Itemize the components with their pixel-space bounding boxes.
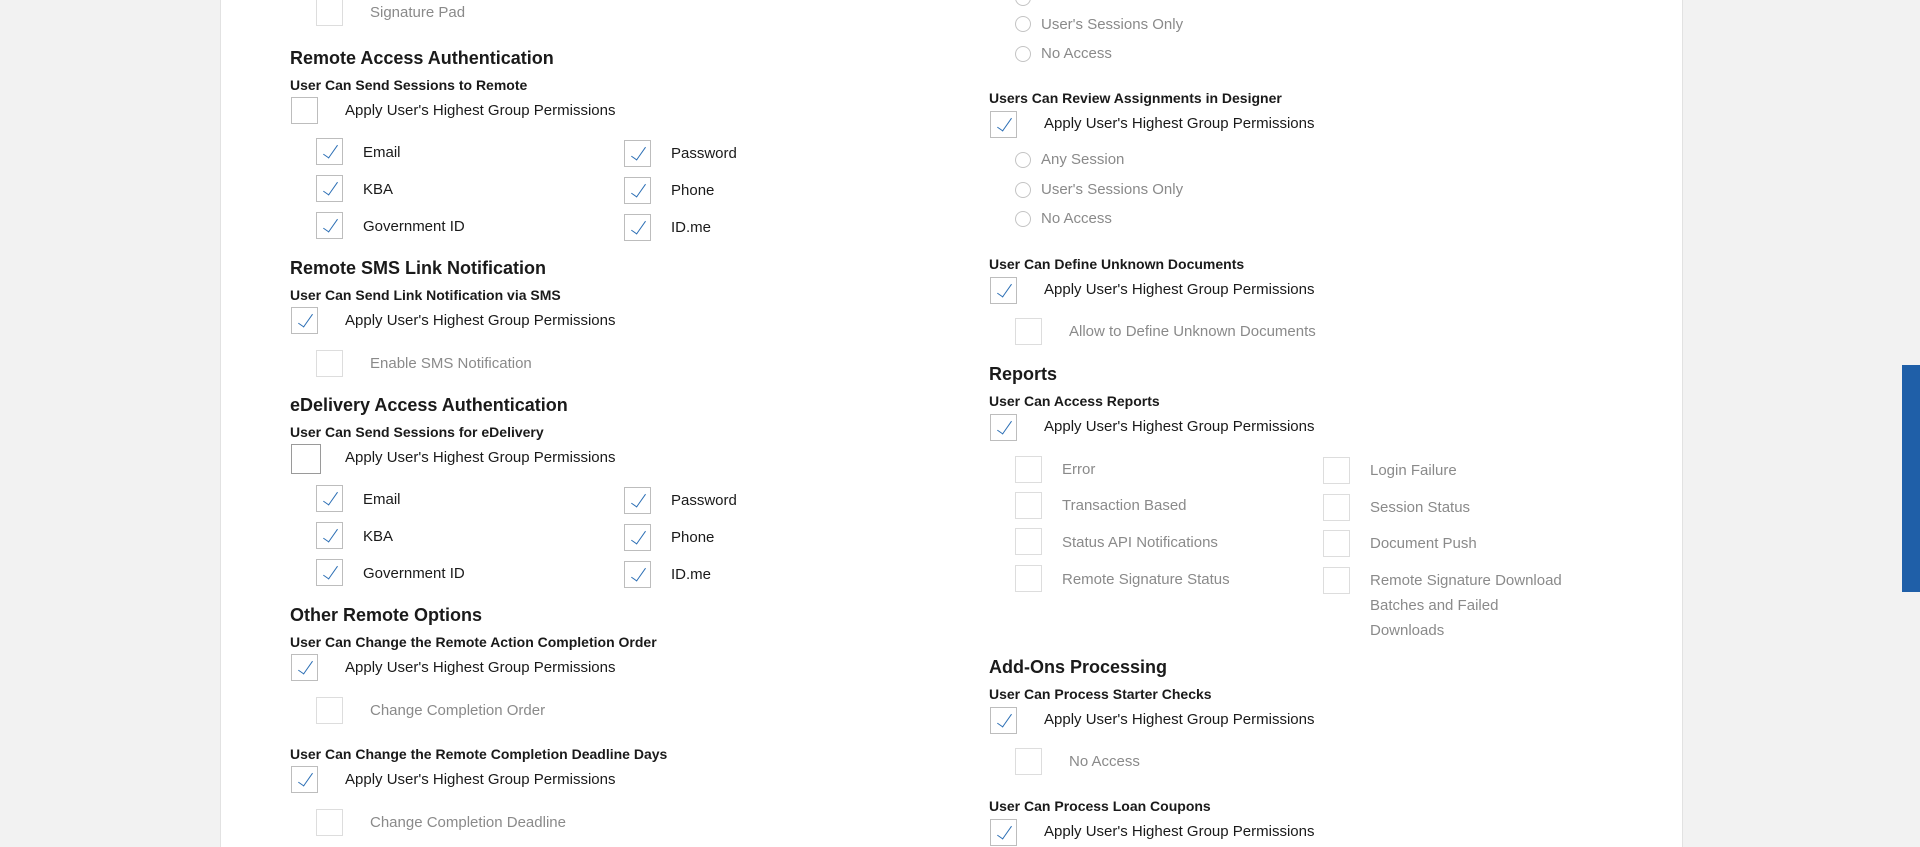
edelivery-password-label: Password xyxy=(671,492,737,509)
remote-government-id-checkbox[interactable] xyxy=(316,212,343,239)
sms-apply-checkbox[interactable] xyxy=(291,307,318,334)
report-document-push-checkbox[interactable] xyxy=(1323,530,1350,557)
change-completion-order-checkbox[interactable] xyxy=(316,697,343,724)
edelivery-email-checkbox[interactable] xyxy=(316,485,343,512)
no-access-label-top: No Access xyxy=(1041,45,1112,62)
remote-email-label: Email xyxy=(363,144,401,161)
no-access-radio-top[interactable] xyxy=(1015,46,1031,62)
reports-apply-checkbox[interactable] xyxy=(990,414,1017,441)
remote-access-subtitle: User Can Send Sessions to Remote xyxy=(290,77,528,93)
loan-coupons-apply-checkbox[interactable] xyxy=(990,819,1017,846)
remote-password-checkbox[interactable] xyxy=(624,140,651,167)
starter-no-access-checkbox[interactable] xyxy=(1015,748,1042,775)
starter-checks-apply-checkbox[interactable] xyxy=(990,707,1017,734)
order-subtitle: User Can Change the Remote Action Completion Order xyxy=(290,634,657,650)
signature-pad-label: Signature Pad xyxy=(370,4,466,21)
report-error-checkbox[interactable] xyxy=(1015,456,1042,483)
enable-sms-label: Enable SMS Notification xyxy=(370,355,532,372)
edelivery-password-checkbox[interactable] xyxy=(624,487,651,514)
edelivery-subtitle: User Can Send Sessions for eDelivery xyxy=(290,424,544,440)
report-remote-signature-download-line3: Downloads xyxy=(1370,622,1445,639)
sessions-only-radio-top[interactable] xyxy=(1015,16,1031,32)
starter-checks-subtitle: User Can Process Starter Checks xyxy=(989,686,1212,702)
loan-coupons-subtitle: User Can Process Loan Coupons xyxy=(989,798,1211,814)
signature-pad-checkbox[interactable] xyxy=(316,0,343,26)
deadline-apply-label: Apply User's Highest Group Permissions xyxy=(345,771,616,788)
starter-checks-apply-label: Apply User's Highest Group Permissions xyxy=(1044,711,1315,728)
sms-apply-label: Apply User's Highest Group Permissions xyxy=(345,312,616,329)
edelivery-email-label: Email xyxy=(363,491,401,508)
any-session-label: Any Session xyxy=(1041,151,1125,168)
edelivery-apply-checkbox[interactable] xyxy=(291,444,321,474)
sms-subtitle: User Can Send Link Notification via SMS xyxy=(290,287,561,303)
addons-title: Add-Ons Processing xyxy=(989,657,1168,677)
remote-access-apply-checkbox[interactable] xyxy=(291,97,318,124)
report-status-api-label: Status API Notifications xyxy=(1062,534,1218,551)
report-login-failure-checkbox[interactable] xyxy=(1323,457,1350,484)
edelivery-kba-checkbox[interactable] xyxy=(316,522,343,549)
sessions-only-radio[interactable] xyxy=(1015,182,1031,198)
change-completion-deadline-checkbox[interactable] xyxy=(316,809,343,836)
edelivery-title: eDelivery Access Authentication xyxy=(290,395,568,415)
review-apply-checkbox[interactable] xyxy=(990,111,1017,138)
remote-password-label: Password xyxy=(671,145,737,162)
edelivery-phone-label: Phone xyxy=(671,529,715,546)
any-session-radio[interactable] xyxy=(1015,152,1031,168)
allow-unknown-docs-checkbox[interactable] xyxy=(1015,318,1042,345)
remote-kba-label: KBA xyxy=(363,181,394,198)
no-access-label: No Access xyxy=(1041,210,1112,227)
report-remote-signature-status-checkbox[interactable] xyxy=(1015,565,1042,592)
remote-idme-label: ID.me xyxy=(671,219,712,236)
unknown-docs-apply-checkbox[interactable] xyxy=(990,277,1017,304)
report-session-status-checkbox[interactable] xyxy=(1323,494,1350,521)
starter-no-access-label: No Access xyxy=(1069,753,1140,770)
order-apply-label: Apply User's Highest Group Permissions xyxy=(345,659,616,676)
session-radio-partial[interactable] xyxy=(1015,0,1031,6)
other-remote-title: Other Remote Options xyxy=(290,605,483,625)
unknown-docs-subtitle: User Can Define Unknown Documents xyxy=(989,256,1245,272)
loan-coupons-apply-label: Apply User's Highest Group Permissions xyxy=(1044,823,1315,840)
deadline-apply-checkbox[interactable] xyxy=(291,766,318,793)
edelivery-phone-checkbox[interactable] xyxy=(624,524,651,551)
report-remote-signature-download-line2: Batches and Failed xyxy=(1370,597,1499,614)
reports-apply-label: Apply User's Highest Group Permissions xyxy=(1044,418,1315,435)
remote-access-apply-label: Apply User's Highest Group Permissions xyxy=(345,102,616,119)
sessions-only-label: User's Sessions Only xyxy=(1041,181,1184,198)
change-completion-order-label: Change Completion Order xyxy=(370,702,546,719)
review-subtitle: Users Can Review Assignments in Designer xyxy=(989,90,1282,106)
no-access-radio[interactable] xyxy=(1015,211,1031,227)
edelivery-government-id-label: Government ID xyxy=(363,565,465,582)
reports-subtitle: User Can Access Reports xyxy=(989,393,1160,409)
report-transaction-based-label: Transaction Based xyxy=(1062,497,1187,514)
report-status-api-checkbox[interactable] xyxy=(1015,528,1042,555)
edelivery-idme-label: ID.me xyxy=(671,566,712,583)
remote-kba-checkbox[interactable] xyxy=(316,175,343,202)
remote-phone-label: Phone xyxy=(671,182,715,199)
remote-idme-checkbox[interactable] xyxy=(624,214,651,241)
report-login-failure-label: Login Failure xyxy=(1370,462,1457,479)
edelivery-apply-label: Apply User's Highest Group Permissions xyxy=(345,449,616,466)
remote-access-title: Remote Access Authentication xyxy=(290,48,554,68)
edelivery-idme-checkbox[interactable] xyxy=(624,561,651,588)
order-apply-checkbox[interactable] xyxy=(291,654,318,681)
report-session-status-label: Session Status xyxy=(1370,499,1471,516)
remote-email-checkbox[interactable] xyxy=(316,138,343,165)
scrollbar-thumb[interactable] xyxy=(1902,365,1920,592)
change-completion-deadline-label: Change Completion Deadline xyxy=(370,814,566,831)
report-transaction-based-checkbox[interactable] xyxy=(1015,492,1042,519)
enable-sms-checkbox[interactable] xyxy=(316,350,343,377)
report-remote-signature-status-label: Remote Signature Status xyxy=(1062,571,1230,588)
reports-title: Reports xyxy=(989,364,1058,384)
report-remote-signature-download-line1: Remote Signature Download xyxy=(1370,572,1562,589)
edelivery-kba-label: KBA xyxy=(363,528,394,545)
report-remote-signature-download-checkbox[interactable] xyxy=(1323,567,1350,594)
deadline-subtitle: User Can Change the Remote Completion Deadline Days xyxy=(290,746,668,762)
report-document-push-label: Document Push xyxy=(1370,535,1477,552)
report-error-label: Error xyxy=(1062,461,1096,478)
edelivery-government-id-checkbox[interactable] xyxy=(316,559,343,586)
unknown-docs-apply-label: Apply User's Highest Group Permissions xyxy=(1044,281,1315,298)
sms-title: Remote SMS Link Notification xyxy=(290,258,547,278)
remote-phone-checkbox[interactable] xyxy=(624,177,651,204)
sessions-only-label-top: User's Sessions Only xyxy=(1041,16,1184,33)
allow-unknown-docs-label: Allow to Define Unknown Documents xyxy=(1069,323,1316,340)
remote-government-id-label: Government ID xyxy=(363,218,465,235)
permissions-panel xyxy=(220,0,1683,847)
review-apply-label: Apply User's Highest Group Permissions xyxy=(1044,115,1315,132)
